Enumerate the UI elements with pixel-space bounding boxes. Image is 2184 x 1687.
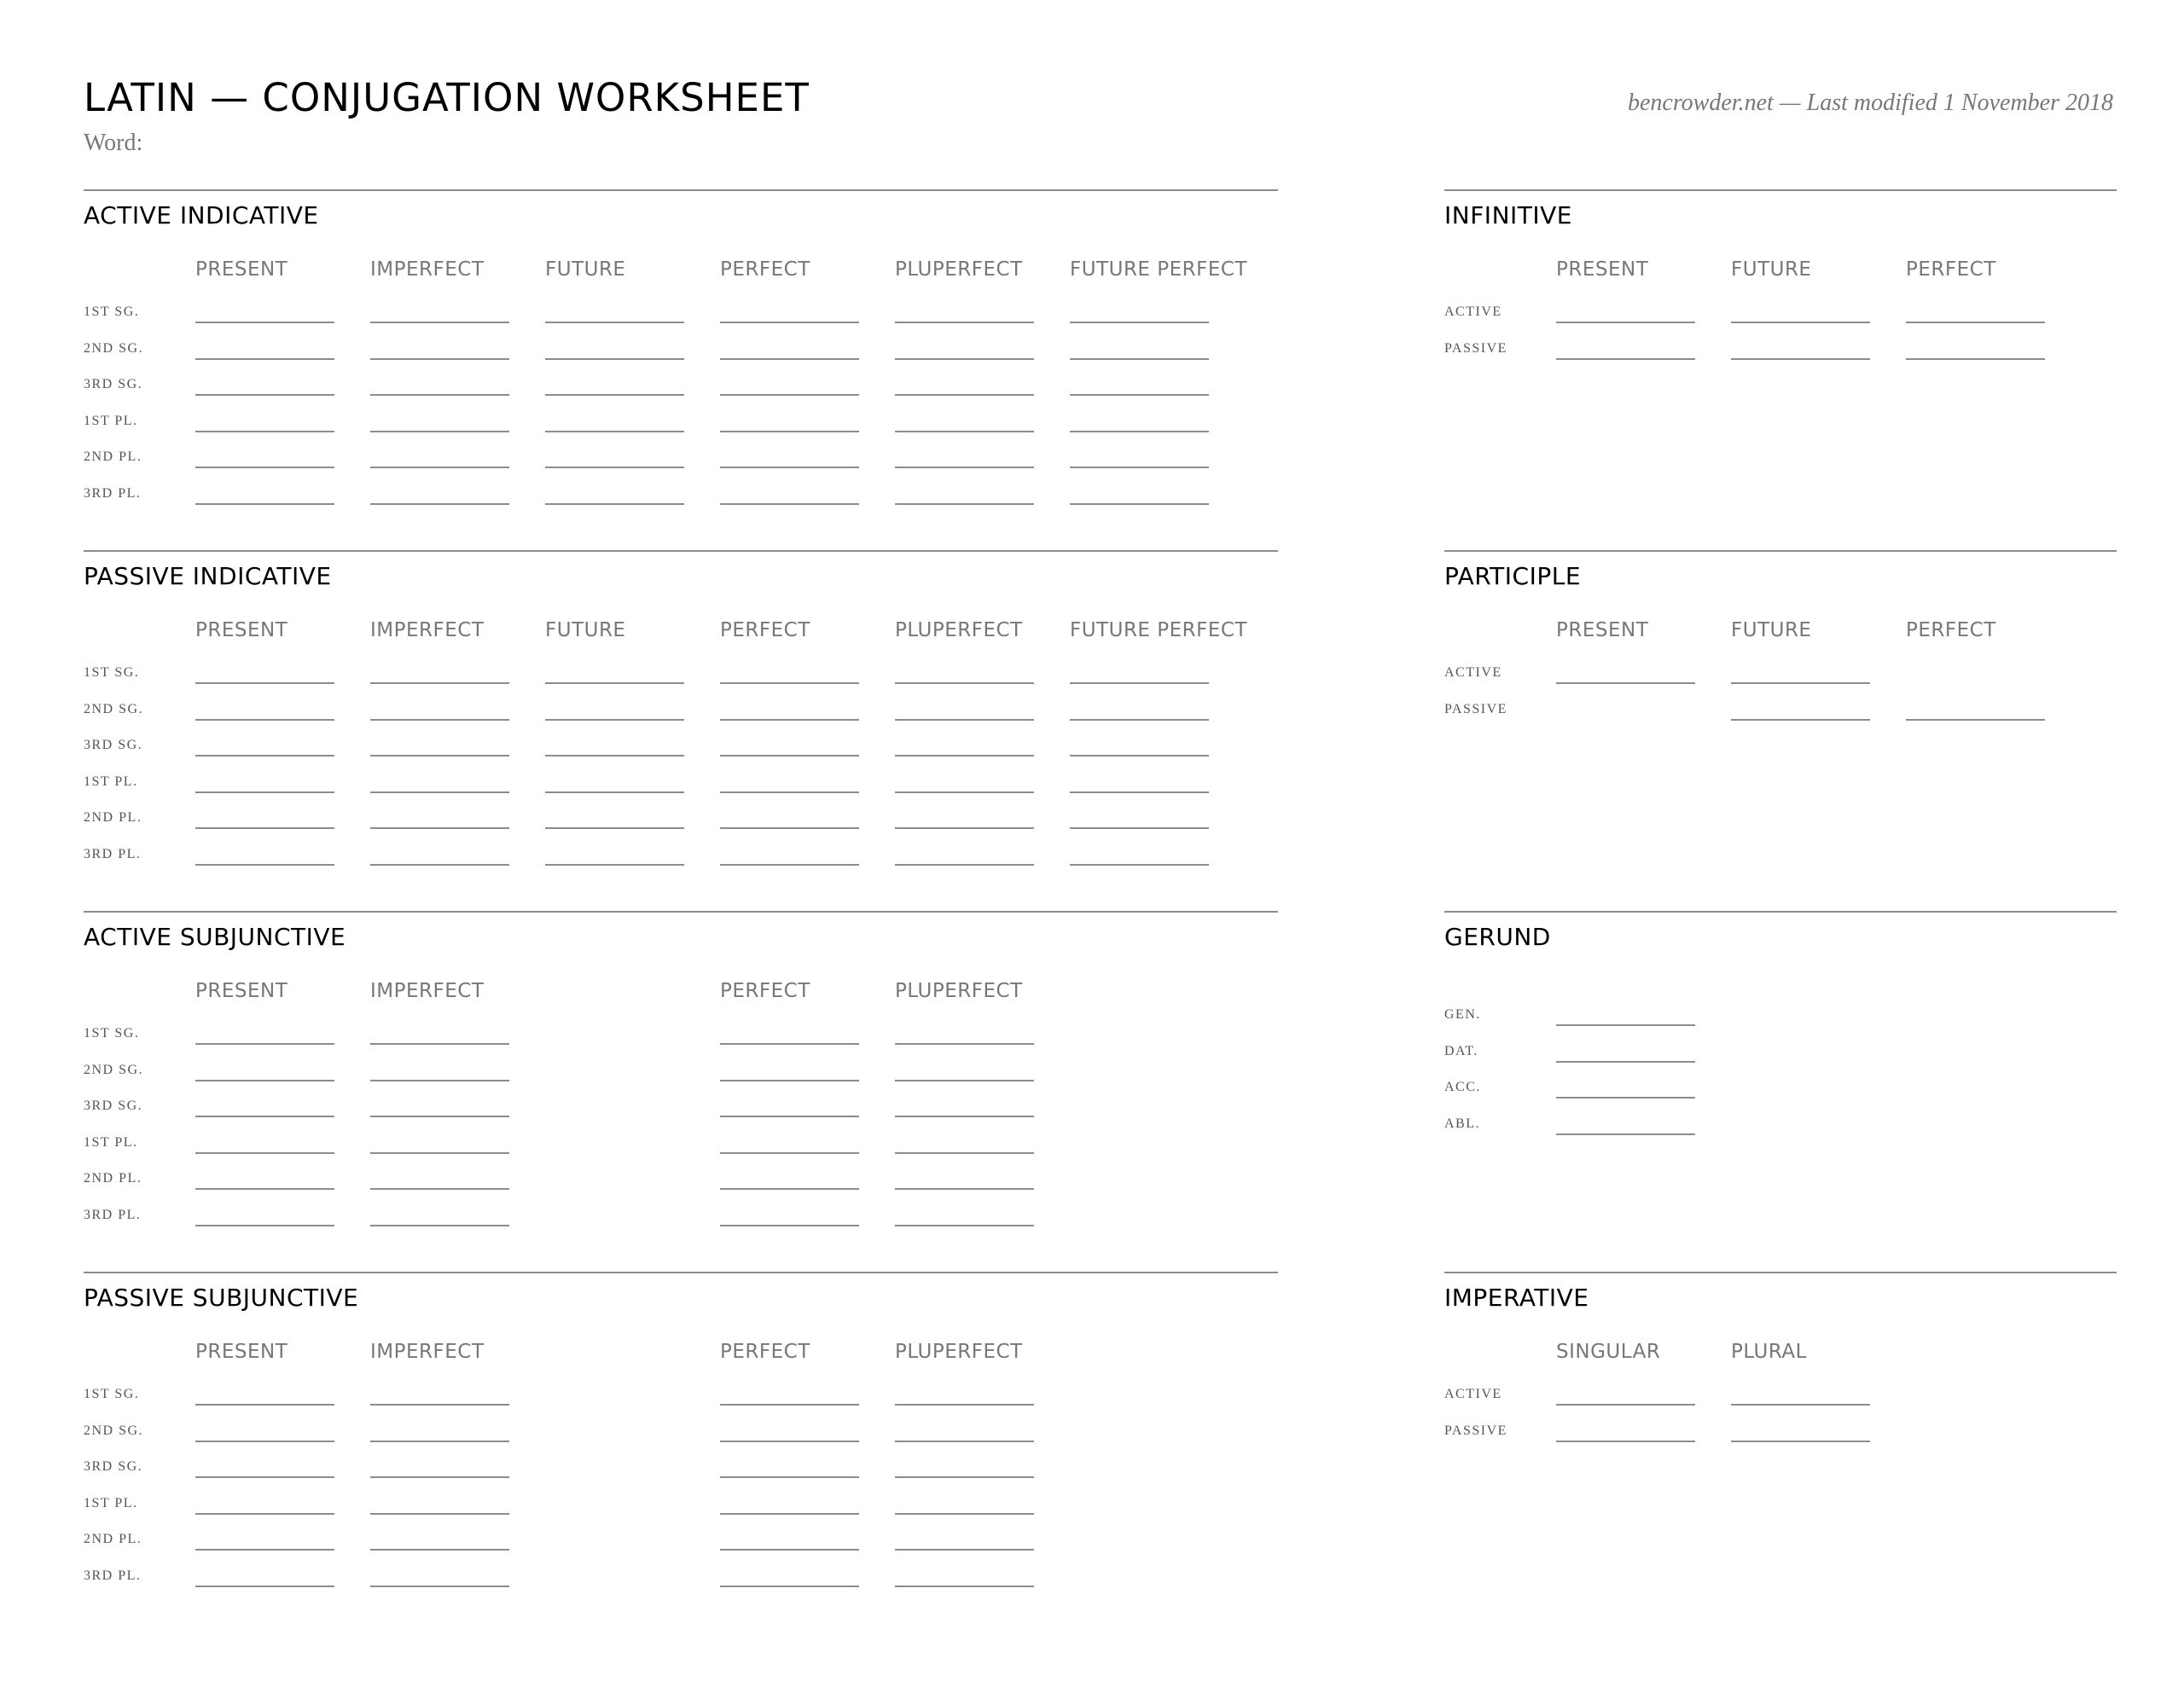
row-label: 1ST PL. [84, 1134, 138, 1150]
answer-blank[interactable] [195, 358, 334, 360]
row-label: 2ND PL. [84, 449, 142, 464]
answer-blank[interactable] [720, 1152, 859, 1154]
column-header: PLUPERFECT [895, 980, 1023, 1002]
answer-blank[interactable] [1731, 322, 1870, 323]
row-label: 3RD PL. [84, 846, 142, 861]
section-title: PASSIVE SUBJUNCTIVE [84, 1284, 359, 1312]
answer-blank[interactable] [1556, 322, 1695, 323]
column-header: PRESENT [1556, 258, 1649, 281]
answer-blank[interactable] [720, 755, 859, 757]
answer-blank[interactable] [545, 467, 684, 468]
answer-blank[interactable] [1556, 1097, 1695, 1099]
section-active-indicative [84, 189, 1278, 530]
answer-blank[interactable] [545, 864, 684, 866]
answer-blank[interactable] [545, 827, 684, 829]
answer-blank[interactable] [195, 503, 334, 505]
section-title: INFINITIVE [1444, 201, 1572, 229]
answer-blank[interactable] [895, 682, 1034, 684]
column-header: PRESENT [1556, 619, 1649, 641]
answer-blank[interactable] [1731, 358, 1870, 360]
section-passive-subjunctive [84, 1272, 1278, 1613]
section-divider [1444, 911, 2117, 913]
column-header: FUTURE PERFECT [1070, 619, 1248, 641]
answer-blank[interactable] [370, 791, 509, 793]
section-participle [1444, 550, 2117, 891]
column-header: FUTURE [545, 619, 626, 641]
answer-blank[interactable] [720, 1586, 859, 1587]
row-label: 3RD SG. [84, 1459, 143, 1474]
answer-blank[interactable] [720, 1188, 859, 1190]
column-header: PRESENT [195, 1341, 288, 1363]
answer-blank[interactable] [195, 1586, 334, 1587]
row-label: 2ND SG. [84, 701, 144, 716]
answer-blank[interactable] [545, 682, 684, 684]
answer-blank[interactable] [195, 791, 334, 793]
answer-blank[interactable] [545, 719, 684, 721]
answer-blank[interactable] [370, 1404, 509, 1406]
row-label: GEN. [1444, 1007, 1481, 1022]
answer-blank[interactable] [195, 1549, 334, 1551]
answer-blank[interactable] [195, 1116, 334, 1117]
answer-blank[interactable] [895, 1586, 1034, 1587]
row-label: 2ND PL. [84, 810, 142, 825]
column-header: PERFECT [720, 1341, 810, 1363]
column-header: PRESENT [195, 980, 288, 1002]
word-label: Word: [84, 130, 143, 156]
answer-blank[interactable] [895, 1152, 1034, 1154]
answer-blank[interactable] [370, 1152, 509, 1154]
answer-blank[interactable] [370, 1225, 509, 1226]
answer-blank[interactable] [195, 682, 334, 684]
answer-blank[interactable] [1070, 431, 1209, 432]
answer-blank[interactable] [1556, 1061, 1695, 1063]
answer-blank[interactable] [545, 503, 684, 505]
section-active-subjunctive [84, 911, 1278, 1252]
answer-blank[interactable] [895, 1116, 1034, 1117]
row-label: 1ST PL. [84, 413, 138, 428]
answer-blank[interactable] [1556, 1133, 1695, 1135]
answer-blank[interactable] [195, 394, 334, 396]
column-header: PLUPERFECT [895, 619, 1023, 641]
column-header: FUTURE PERFECT [1070, 258, 1248, 281]
column-header: PLURAL [1731, 1341, 1807, 1363]
row-label: ACC. [1444, 1080, 1481, 1094]
credit-line: bencrowder.net — Last modified 1 November 2018 [1627, 90, 2113, 116]
answer-blank[interactable] [720, 467, 859, 468]
answer-blank[interactable] [545, 791, 684, 793]
answer-blank[interactable] [1070, 827, 1209, 829]
answer-blank[interactable] [720, 1549, 859, 1551]
answer-blank[interactable] [720, 358, 859, 360]
answer-blank[interactable] [1731, 682, 1870, 684]
answer-blank[interactable] [895, 467, 1034, 468]
answer-blank[interactable] [195, 1225, 334, 1226]
section-divider [84, 911, 1278, 913]
row-label: 1ST PL. [84, 1495, 138, 1510]
row-label: ABL. [1444, 1116, 1480, 1131]
answer-blank[interactable] [370, 1116, 509, 1117]
answer-blank[interactable] [720, 1404, 859, 1406]
answer-blank[interactable] [895, 827, 1034, 829]
section-title: GERUND [1444, 923, 1551, 951]
row-label: 2ND SG. [84, 340, 144, 356]
answer-blank[interactable] [720, 719, 859, 721]
section-divider [1444, 1272, 2117, 1273]
answer-blank[interactable] [370, 755, 509, 757]
answer-blank[interactable] [895, 1080, 1034, 1081]
row-label: ACTIVE [1444, 665, 1502, 680]
answer-blank[interactable] [895, 1441, 1034, 1442]
answer-blank[interactable] [720, 682, 859, 684]
section-title: PASSIVE INDICATIVE [84, 562, 332, 590]
column-header: IMPERFECT [370, 619, 485, 641]
answer-blank[interactable] [720, 1116, 859, 1117]
answer-blank[interactable] [545, 755, 684, 757]
answer-blank[interactable] [370, 719, 509, 721]
answer-blank[interactable] [1556, 358, 1695, 360]
answer-blank[interactable] [195, 1188, 334, 1190]
answer-blank[interactable] [370, 1080, 509, 1081]
answer-blank[interactable] [545, 394, 684, 396]
row-label: 1ST PL. [84, 774, 138, 789]
answer-blank[interactable] [720, 394, 859, 396]
section-passive-indicative [84, 550, 1278, 891]
row-label: PASSIVE [1444, 701, 1507, 716]
section-divider [84, 550, 1278, 552]
answer-blank[interactable] [1070, 358, 1209, 360]
answer-blank[interactable] [370, 1513, 509, 1515]
section-gerund [1444, 911, 2117, 1252]
answer-blank[interactable] [370, 431, 509, 432]
column-header: PERFECT [720, 980, 810, 1002]
column-header: PRESENT [195, 258, 288, 281]
answer-blank[interactable] [720, 827, 859, 829]
answer-blank[interactable] [370, 1549, 509, 1551]
column-header: PRESENT [195, 619, 288, 641]
answer-blank[interactable] [370, 503, 509, 505]
section-divider [1444, 550, 2117, 552]
answer-blank[interactable] [895, 394, 1034, 396]
answer-blank[interactable] [720, 1476, 859, 1478]
column-header: PERFECT [720, 619, 810, 641]
column-header: IMPERFECT [370, 980, 485, 1002]
answer-blank[interactable] [1070, 322, 1209, 323]
row-label: 3RD SG. [84, 377, 143, 391]
column-header: PERFECT [720, 258, 810, 281]
answer-blank[interactable] [1556, 1024, 1695, 1026]
column-header: PERFECT [1906, 619, 1996, 641]
answer-blank[interactable] [195, 431, 334, 432]
column-header: PERFECT [1906, 258, 1996, 281]
answer-blank[interactable] [370, 358, 509, 360]
section-infinitive [1444, 189, 2117, 530]
answer-blank[interactable] [370, 322, 509, 323]
answer-blank[interactable] [895, 1549, 1034, 1551]
answer-blank[interactable] [370, 682, 509, 684]
answer-blank[interactable] [1070, 864, 1209, 866]
row-label: 2ND PL. [84, 1171, 142, 1186]
column-header: IMPERFECT [370, 258, 485, 281]
section-title: IMPERATIVE [1444, 1284, 1589, 1312]
row-label: 2ND PL. [84, 1532, 142, 1546]
column-header: PLUPERFECT [895, 1341, 1023, 1363]
answer-blank[interactable] [370, 1586, 509, 1587]
answer-blank[interactable] [895, 791, 1034, 793]
answer-blank[interactable] [895, 503, 1034, 505]
column-header: PLUPERFECT [895, 258, 1023, 281]
answer-blank[interactable] [1070, 394, 1209, 396]
answer-blank[interactable] [895, 719, 1034, 721]
answer-blank[interactable] [195, 467, 334, 468]
column-header: SINGULAR [1556, 1341, 1661, 1363]
row-label: 2ND SG. [84, 1062, 144, 1077]
answer-blank[interactable] [195, 827, 334, 829]
answer-blank[interactable] [370, 1043, 509, 1045]
answer-blank[interactable] [895, 1476, 1034, 1478]
answer-blank[interactable] [1070, 719, 1209, 721]
answer-blank[interactable] [895, 864, 1034, 866]
answer-blank[interactable] [1556, 1404, 1695, 1406]
row-label: PASSIVE [1444, 1423, 1507, 1438]
row-label: 1ST SG. [84, 304, 140, 319]
answer-blank[interactable] [895, 755, 1034, 757]
answer-blank[interactable] [720, 1441, 859, 1442]
answer-blank[interactable] [720, 322, 859, 323]
answer-blank[interactable] [895, 1043, 1034, 1045]
answer-blank[interactable] [195, 1043, 334, 1045]
row-label: DAT. [1444, 1043, 1478, 1058]
section-title: PARTICIPLE [1444, 562, 1582, 590]
row-label: 3RD PL. [84, 485, 142, 501]
answer-blank[interactable] [545, 322, 684, 323]
column-header: FUTURE [545, 258, 626, 281]
answer-blank[interactable] [1070, 467, 1209, 468]
answer-blank[interactable] [1070, 791, 1209, 793]
row-label: ACTIVE [1444, 304, 1502, 319]
answer-blank[interactable] [370, 827, 509, 829]
section-divider [84, 189, 1278, 191]
answer-blank[interactable] [195, 322, 334, 323]
section-divider [1444, 189, 2117, 191]
answer-blank[interactable] [1731, 1441, 1870, 1442]
answer-blank[interactable] [370, 1476, 509, 1478]
row-label: 3RD PL. [84, 1207, 142, 1222]
answer-blank[interactable] [370, 864, 509, 866]
answer-blank[interactable] [720, 431, 859, 432]
answer-blank[interactable] [195, 755, 334, 757]
row-label: ACTIVE [1444, 1387, 1502, 1401]
answer-blank[interactable] [720, 1080, 859, 1081]
answer-blank[interactable] [1906, 719, 2045, 721]
answer-blank[interactable] [370, 1441, 509, 1442]
section-imperative [1444, 1272, 2117, 1613]
answer-blank[interactable] [1906, 358, 2045, 360]
answer-blank[interactable] [720, 1225, 859, 1226]
row-label: 1ST SG. [84, 1387, 140, 1401]
answer-blank[interactable] [1906, 322, 2045, 323]
answer-blank[interactable] [195, 719, 334, 721]
answer-blank[interactable] [370, 467, 509, 468]
row-label: 1ST SG. [84, 1026, 140, 1041]
row-label: 3RD SG. [84, 738, 143, 752]
row-label: PASSIVE [1444, 340, 1507, 356]
answer-blank[interactable] [1731, 719, 1870, 721]
answer-blank[interactable] [1070, 682, 1209, 684]
answer-blank[interactable] [895, 431, 1034, 432]
section-title: ACTIVE SUBJUNCTIVE [84, 923, 346, 951]
answer-blank[interactable] [720, 864, 859, 866]
answer-blank[interactable] [195, 1080, 334, 1081]
answer-blank[interactable] [370, 394, 509, 396]
answer-blank[interactable] [720, 503, 859, 505]
answer-blank[interactable] [195, 1404, 334, 1406]
row-label: 3RD PL. [84, 1568, 142, 1583]
column-header: IMPERFECT [370, 1341, 485, 1363]
answer-blank[interactable] [895, 1225, 1034, 1226]
answer-blank[interactable] [895, 1404, 1034, 1406]
answer-blank[interactable] [195, 864, 334, 866]
answer-blank[interactable] [195, 1152, 334, 1154]
answer-blank[interactable] [895, 322, 1034, 323]
answer-blank[interactable] [1070, 755, 1209, 757]
answer-blank[interactable] [195, 1441, 334, 1442]
answer-blank[interactable] [895, 1513, 1034, 1515]
answer-blank[interactable] [720, 1043, 859, 1045]
section-divider [84, 1272, 1278, 1273]
row-label: 1ST SG. [84, 665, 140, 680]
row-label: 3RD SG. [84, 1099, 143, 1113]
column-header: FUTURE [1731, 619, 1812, 641]
answer-blank[interactable] [195, 1476, 334, 1478]
answer-blank[interactable] [1731, 1404, 1870, 1406]
answer-blank[interactable] [1556, 682, 1695, 684]
row-label: 2ND SG. [84, 1423, 144, 1438]
answer-blank[interactable] [720, 791, 859, 793]
answer-blank[interactable] [1070, 503, 1209, 505]
answer-blank[interactable] [195, 1513, 334, 1515]
answer-blank[interactable] [545, 358, 684, 360]
answer-blank[interactable] [1556, 1441, 1695, 1442]
answer-blank[interactable] [720, 1513, 859, 1515]
answer-blank[interactable] [895, 358, 1034, 360]
answer-blank[interactable] [895, 1188, 1034, 1190]
answer-blank[interactable] [370, 1188, 509, 1190]
section-title: ACTIVE INDICATIVE [84, 201, 319, 229]
answer-blank[interactable] [545, 431, 684, 432]
page-title: LATIN — CONJUGATION WORKSHEET [84, 75, 810, 120]
column-header: FUTURE [1731, 258, 1812, 281]
